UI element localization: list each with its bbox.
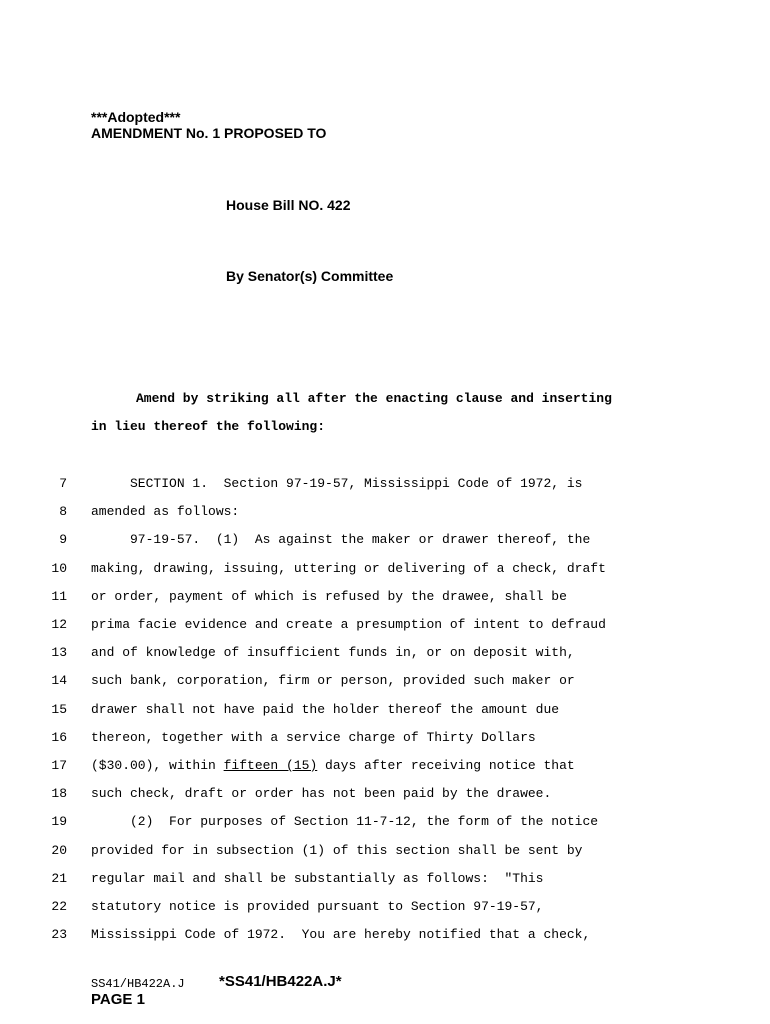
line-text <box>91 899 543 914</box>
line-text <box>91 758 575 773</box>
bill-number: House Bill NO. 422 <box>226 197 351 213</box>
line-text <box>91 786 551 801</box>
text-line <box>0 476 770 496</box>
text-line <box>0 899 770 919</box>
line-text <box>91 871 543 886</box>
text-line <box>0 786 770 806</box>
text-line <box>0 504 770 524</box>
footer-code: SS41/HB422A.J <box>91 977 185 991</box>
sponsor-line: By Senator(s) Committee <box>226 268 394 284</box>
line-text <box>91 730 536 745</box>
line-text <box>91 645 575 660</box>
underlined-insertion: fifteen (15) <box>223 758 318 773</box>
line-text <box>91 617 606 632</box>
line-text-segment: SECTION 1. Section 97-19-57, Mississippi Code of 1972, is <box>91 476 583 491</box>
line-number: 12 <box>51 617 67 632</box>
line-text-segment: such check, draft or order has not been paid by the drawee. <box>91 786 552 802</box>
line-text <box>91 476 582 491</box>
line-number: 7 <box>59 476 67 491</box>
line-text-segment: prima facie evidence and create a presumption of intent to defraud <box>91 617 606 632</box>
line-text-segment: making, drawing, issuing, uttering or delivering of a check, draft <box>91 560 606 576</box>
line-number: 11 <box>51 588 67 604</box>
adopted-status: ***Adopted*** <box>91 109 181 125</box>
line-text-segment: and of knowledge of insufficient funds in, or on deposit with, <box>91 645 575 661</box>
line-number: 23 <box>51 927 67 943</box>
line-text-segment: provided for in subsection (1) of this section shall be sent by <box>91 842 583 858</box>
line-text-segment: statutory notice is provided pursuant to Section 97-19-57, <box>91 899 544 914</box>
line-text <box>91 702 559 717</box>
page-number: PAGE 1 <box>91 991 145 1008</box>
line-text <box>91 927 590 942</box>
line-text-segment: drawer shall not have paid the holder thereof the amount due <box>91 701 560 717</box>
line-text <box>91 561 606 576</box>
text-line <box>0 814 770 834</box>
footer-barcode-text: *SS41/HB422A.J* <box>219 973 342 990</box>
line-number: 19 <box>51 814 67 830</box>
line-text-segment: (2) For purposes of Section 11-7-12, the form of the notice <box>91 814 599 830</box>
line-text-segment: such bank, corporation, firm or person, provided such maker or <box>91 673 575 689</box>
line-text <box>91 504 239 519</box>
line-text <box>91 843 582 858</box>
text-line <box>0 927 770 947</box>
line-number: 16 <box>51 729 67 745</box>
line-text-segment: days after receiving notice that <box>317 758 575 773</box>
line-number: 15 <box>51 701 67 717</box>
text-line <box>0 730 770 750</box>
line-text-segment: amended as follows: <box>91 504 240 520</box>
text-line <box>0 561 770 581</box>
text-line <box>0 532 770 552</box>
line-number: 21 <box>51 870 67 886</box>
text-line <box>0 617 770 637</box>
line-number: 14 <box>51 673 67 689</box>
line-text-segment: thereon, together with a service charge of Thirty Dollars <box>91 729 536 745</box>
line-text <box>91 589 567 604</box>
line-text <box>91 814 598 829</box>
text-line <box>0 673 770 693</box>
line-text <box>91 673 575 688</box>
line-number: 17 <box>51 758 67 773</box>
line-number: 22 <box>51 899 67 914</box>
line-number: 18 <box>51 786 67 802</box>
line-number: 8 <box>59 504 67 520</box>
line-text <box>91 532 590 547</box>
text-line <box>0 702 770 722</box>
text-line <box>0 843 770 863</box>
intro-line-2: in lieu thereof the following: <box>91 419 326 434</box>
line-number: 9 <box>59 532 67 548</box>
line-text-segment: 97-19-57. (1) As against the maker or drawer thereof, the <box>91 532 591 548</box>
text-line <box>0 589 770 609</box>
text-line <box>0 758 770 778</box>
line-text-segment: or order, payment of which is refused by the drawee, shall be <box>91 588 567 604</box>
line-text-segment: Mississippi Code of 1972. You are hereby notified that a check, <box>91 927 591 943</box>
line-text-segment: ($30.00), within <box>91 758 224 773</box>
text-line <box>0 645 770 665</box>
line-text-segment: regular mail and shall be substantially as follows: "This <box>91 870 544 886</box>
text-line <box>0 871 770 891</box>
line-number: 13 <box>51 645 67 661</box>
amendment-title: AMENDMENT No. 1 PROPOSED TO <box>91 125 327 141</box>
line-number: 20 <box>51 842 67 858</box>
line-number: 10 <box>51 560 67 576</box>
intro-line-1: Amend by striking all after the enacting clause and inserting <box>136 391 612 406</box>
